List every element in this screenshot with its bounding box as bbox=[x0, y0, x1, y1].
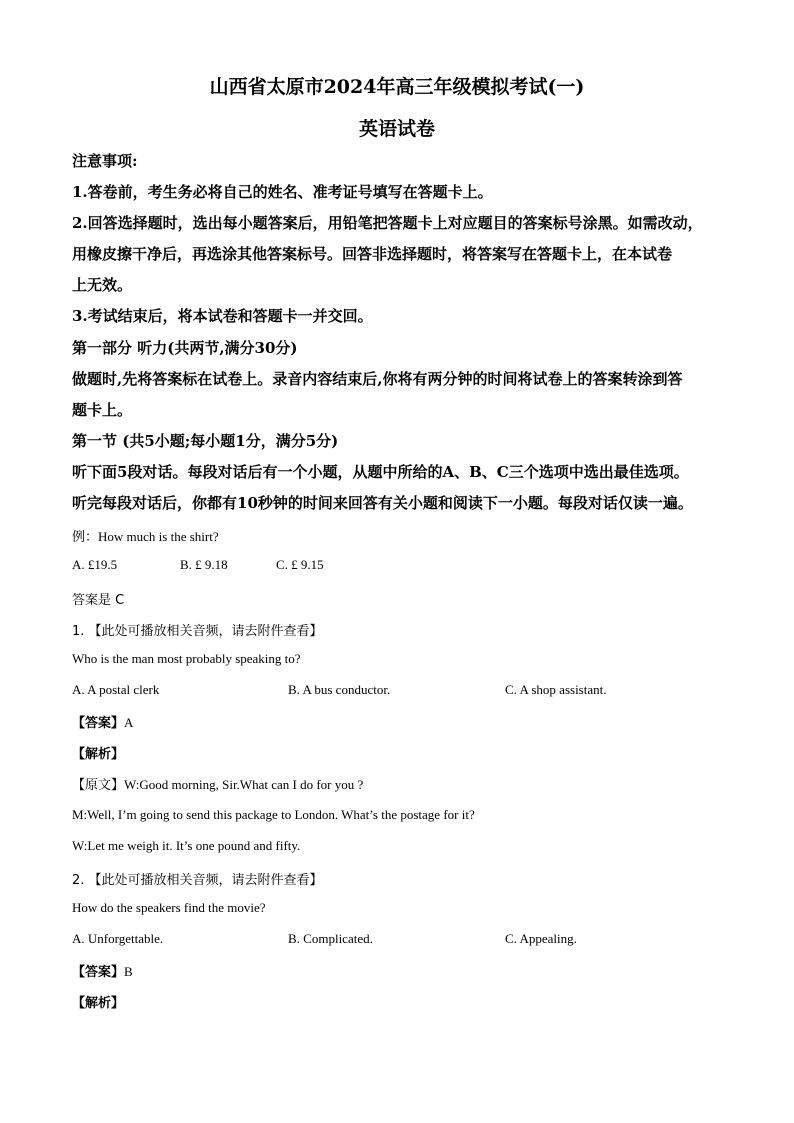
example-option-b: B. £ 9.18 bbox=[180, 557, 228, 572]
q1-script-label: 【原文】 bbox=[72, 778, 125, 793]
section1-heading: 第一节 (共5小题;每小题1分，满分5分) bbox=[72, 432, 339, 450]
notice-item-2-line-2: 用橡皮擦干净后，再选涂其他答案标号。回答非选择题时，将答案写在答题卡上，在本试卷 bbox=[72, 245, 673, 263]
q2-answer bbox=[72, 961, 133, 980]
q1-option-c: C. A shop assistant. bbox=[505, 682, 607, 697]
notice-item-1: 1.答卷前，考生务必将自己的姓名、准考证号填写在答题卡上。 bbox=[72, 183, 493, 201]
notice-item-3: 3.考试结束后，将本试卷和答题卡一并交回。 bbox=[72, 307, 373, 325]
q1-question: Who is the man most probably speaking to? bbox=[72, 651, 301, 666]
example-option-c: C. £ 9.15 bbox=[276, 557, 324, 572]
notice-item-2-line-1: 2.回答选择题时，选出每小题答案后，用铅笔把答题卡上对应题目的答案标号涂黑。如需改动， bbox=[72, 214, 703, 232]
q2-answer-label: 【答案】 bbox=[72, 965, 125, 980]
q2-option-c: C. Appealing. bbox=[505, 931, 577, 946]
q1-answer bbox=[72, 712, 133, 731]
q1-script-line-3: W:Let me weigh it. It’s one pound and fifty. bbox=[72, 838, 301, 853]
part1-intro-line-1: 做题时,先将答案标在试卷上。录音内容结束后,你将有两分钟的时间将试卷上的答案转涂到答 bbox=[72, 370, 683, 388]
q1-script-text-1: W:Good morning, Sir.What can I do for you ? bbox=[124, 777, 364, 792]
q1-audio-note: 1. 【此处可播放相关音频，请去附件查看】 bbox=[72, 624, 323, 639]
q1-option-b: B. A bus conductor. bbox=[288, 682, 391, 697]
exam-subtitle: 英语试卷 bbox=[358, 118, 435, 140]
q1-script-line-2: M:Well, I’m going to send this package to London. What’s the postage for it? bbox=[72, 807, 475, 822]
part1-intro-line-2: 题卡上。 bbox=[72, 401, 133, 419]
q2-option-a: A. Unforgettable. bbox=[72, 931, 164, 946]
example-answer: 答案是 C bbox=[72, 593, 125, 608]
notice-heading: 注意事项: bbox=[72, 152, 138, 170]
q2-option-b: B. Complicated. bbox=[288, 931, 373, 946]
exam-title: 山西省太原市2024年高三年级模拟考试(一) bbox=[209, 76, 585, 98]
part1-heading: 第一部分 听力(共两节,满分30分) bbox=[72, 339, 298, 357]
q2-audio-note: 2. 【此处可播放相关音频，请去附件查看】 bbox=[72, 873, 323, 888]
example-option-a: A. £19.5 bbox=[72, 557, 118, 572]
q1-answer-label: 【答案】 bbox=[72, 716, 125, 731]
q1-option-a: A. A postal clerk bbox=[72, 682, 160, 697]
q1-analysis-label: 【解析】 bbox=[72, 747, 125, 762]
notice-item-2-line-3: 上无效。 bbox=[72, 276, 133, 294]
q1-script-line-1 bbox=[72, 774, 363, 793]
q2-answer-value: B bbox=[124, 964, 133, 979]
q2-analysis-label: 【解析】 bbox=[72, 996, 125, 1011]
section1-instructions-line-2: 听完每段对话后，你都有10秒钟的时间来回答有关小题和阅读下一小题。每段对话仅读一遍。 bbox=[72, 494, 693, 512]
example-question: 例：How much is the shirt? bbox=[72, 529, 219, 544]
q2-question: How do the speakers find the movie? bbox=[72, 900, 266, 915]
q1-answer-value: A bbox=[124, 715, 134, 730]
section1-instructions-line-1: 听下面5段对话。每段对话后有一个小题，从题中所给的A、B、C三个选项中选出最佳选项。 bbox=[72, 463, 689, 481]
